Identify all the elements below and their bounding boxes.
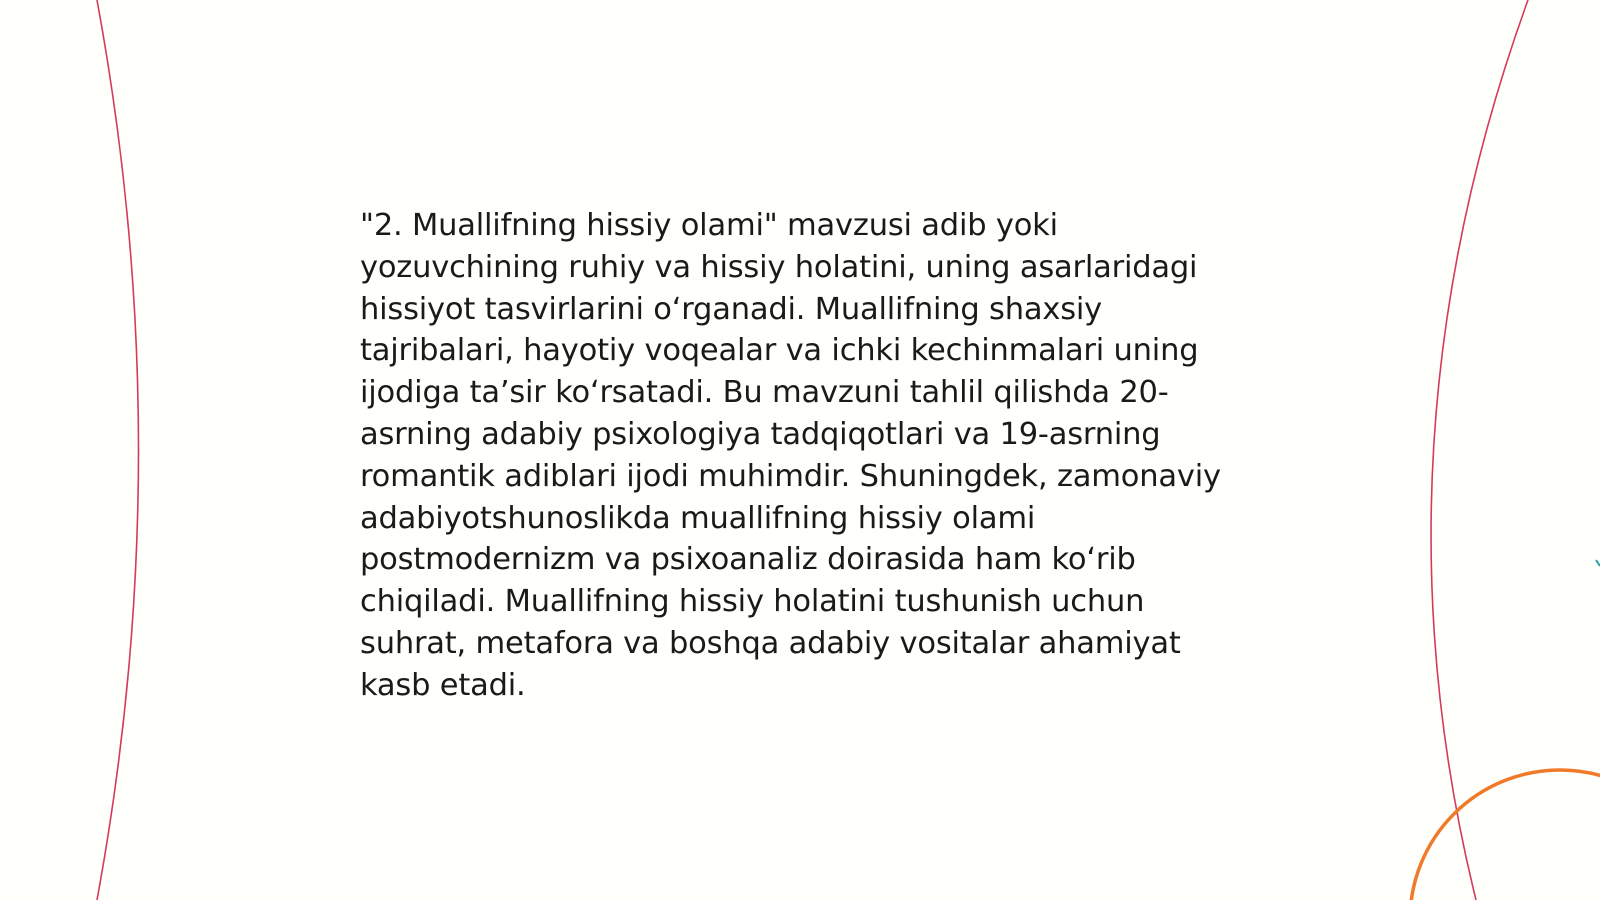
teal-accent-mark — [1596, 560, 1600, 566]
slide-body-text: "2. Muallifning hissiy olami" mavzusi adib yoki yozuvchining ruhiy va hissiy holatini, uning asarlaridagi hissiyot tasvirlarini o‘rganadi. Muallifning shaxsiy tajribalari, hayotiy voqealar va ichki kechinmalari uning ijodiga ta’sir ko‘rsatadi. Bu mavzuni tahlil qilishda 20-asrning adabiy psixologiya tadqiqotlari va 19-asrning romantik adiblari ijodi muhimdir. Shuningdek, zamonaviy adabiyotshunoslikda muallifning hissiy olami postmodernizm va psixoanaliz doirasida ham ko‘rib chiqiladi. Muallifning hissiy holatini tushunish uchun suhrat, metafora va boshqa adabiy vositalar ahamiyat kasb etadi. — [360, 208, 1221, 703]
right-arc — [1431, 0, 1528, 900]
left-arc — [97, 0, 139, 900]
orange-arc — [1410, 770, 1600, 900]
